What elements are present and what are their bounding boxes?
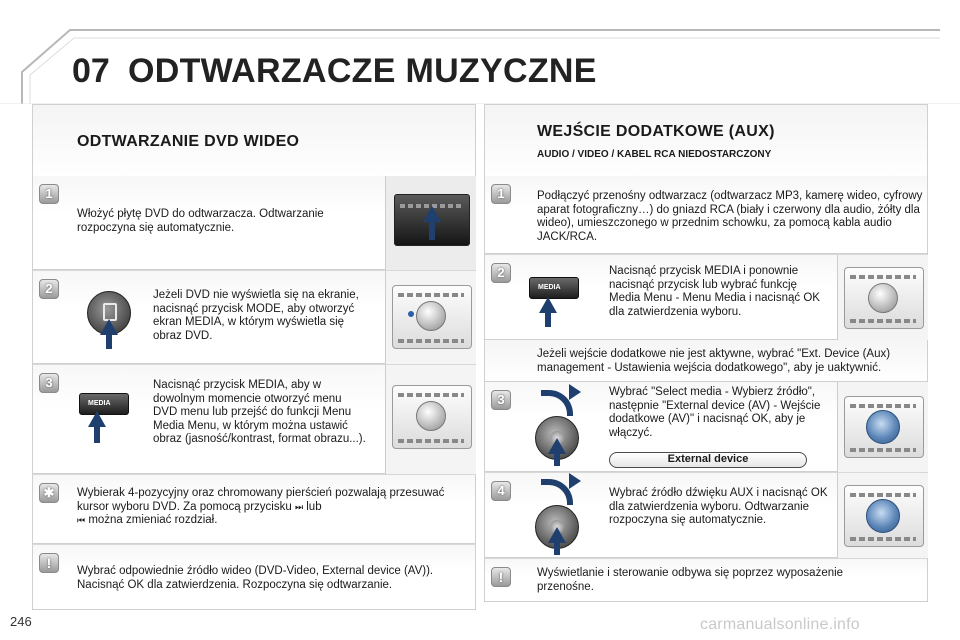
section-header: [32, 104, 476, 176]
warning-text: Wyświetlanie i sterowanie odbywa się poprzez wyposażenie przenośne.: [537, 567, 844, 593]
insert-arrow-stem: [429, 222, 435, 240]
step-text: Jeżeli DVD nie wyświetla się na ekranie, nacisnąć przycisk MODE, aby otworzyć ekran MEDIA, w którym wyświetla się obraz DVD.: [153, 289, 359, 342]
step-text: Włożyć płytę DVD do odtwarzacza. Odtwarzanie rozpoczyna się automatycznie.: [77, 208, 324, 234]
step-text: Wybrać źródło dźwięku AUX i nacisnąć OK dla zatwierdzenia wyboru. Odtwarzanie rozpoczyna się automatycznie.: [609, 487, 828, 526]
note-text: Jeżeli wejście dodatkowe nie jest aktywne, wybrać "Ext. Device (Aux) management - Ustawienia wejścia dodatkowego", aby je uaktywnić.: [537, 348, 891, 374]
radio-buttons: [850, 493, 916, 497]
tip-text-c: można zmieniać rozdział.: [88, 514, 218, 526]
media-button[interactable]: MEDIA: [529, 277, 579, 299]
radio-media-illustration: [385, 365, 476, 475]
page-number: 246: [10, 614, 32, 629]
step-number-badge: 3: [491, 390, 511, 410]
dvd-step-2: [32, 270, 476, 364]
aux-warning: [484, 558, 928, 602]
dvd-tip: [32, 474, 476, 544]
dvd-step-1: [32, 176, 476, 270]
step-text: Podłączyć przenośny odtwarzacz (odtwarzacz MP3, kamerę wideo, cyfrowy aparat fotograficzny…) do gniazd RCA (biały i czerwony dla audio, żółty dla wideo), umieszczonego w przednim schowku, za pomocą kabla audio JACK/RCA.: [537, 190, 923, 243]
section-title: ODTWARZANIE DVD WIDEO: [77, 133, 300, 150]
rotate-arrow-head: [569, 384, 581, 400]
warning-text: Wybrać odpowiednie źródło wideo (DVD-Video, External device (AV)). Nacisnąć OK dla zatwierdzenia. Rozpoczyna się odtwarzanie.: [77, 565, 434, 591]
dvd-insert-illustration: [385, 176, 476, 270]
press-arrow-stem: [554, 541, 560, 555]
radio-knob: [416, 401, 446, 431]
chapter-title: ODTWARZACZE MUZYCZNE: [128, 52, 597, 90]
radio-buttons: [850, 275, 916, 279]
chapter-number: 07: [72, 52, 110, 90]
warning-icon: !: [491, 567, 511, 587]
tip-text-a: Wybierak 4-pozycyjny oraz chromowany pierścień pozwalają przesuwać kursor wyboru DVD. Za pomocą przycisku: [77, 487, 445, 513]
step-number-badge: 3: [39, 373, 59, 393]
rotate-arrow-head: [569, 473, 581, 489]
step-number-badge: 2: [39, 279, 59, 299]
step-text: Wybrać "Select media - Wybierz źródło", następnie "External device (AV) - Wejście dodatkowe (AV)" i nacisnąć OK, aby je włączyć.: [609, 386, 821, 439]
media-button[interactable]: MEDIA: [79, 393, 129, 415]
radio-mode-illustration: [385, 271, 476, 365]
step-number-badge: 1: [39, 184, 59, 204]
press-arrow-stem: [106, 333, 112, 349]
insert-arrow-icon: [423, 206, 441, 222]
step-text: Nacisnąć przycisk MEDIA i ponownie nacisnąć przycisk lub wybrać funkcję Media Menu - Menu Media i nacisnąć OK dla zatwierdzenia wyboru.: [609, 265, 820, 318]
radio-media-illustration: [837, 255, 928, 341]
aux-step-2: [484, 254, 928, 340]
radio-knob-highlighted: [866, 410, 900, 444]
radio-knob: [416, 301, 446, 331]
step-number-badge: 1: [491, 184, 511, 204]
section-title: WEJŚCIE DODATKOWE (AUX): [537, 123, 775, 140]
radio-buttons: [850, 404, 916, 408]
external-device-label: External device: [609, 452, 807, 468]
radio-buttons: [850, 537, 916, 541]
aux-input-section: [484, 104, 928, 602]
tip-text: [77, 487, 457, 528]
dvd-video-section: [32, 104, 476, 610]
radio-buttons: [398, 439, 464, 443]
press-arrow-stem: [94, 425, 100, 443]
press-arrow-stem: [545, 311, 551, 327]
tip-icon: ✱: [39, 483, 59, 503]
radio-buttons: [398, 393, 464, 397]
radio-dial-illustration: [837, 382, 928, 472]
section-header: [484, 104, 928, 176]
radio-buttons: [398, 293, 464, 297]
radio-knob: [868, 283, 898, 313]
aux-step-1: [484, 176, 928, 254]
radio-buttons: [398, 339, 464, 343]
press-arrow-stem: [554, 452, 560, 466]
radio-knob-highlighted: [866, 499, 900, 533]
watermark: carmanualsonline.info: [700, 616, 860, 633]
mode-indicator: [408, 311, 414, 317]
section-subtitle: AUDIO / VIDEO / KABEL RCA NIEDOSTARCZONY: [537, 149, 772, 160]
step-number-badge: 4: [491, 481, 511, 501]
next-chapter-icon: ⏭: [294, 501, 304, 512]
previous-chapter-icon: ⏮: [77, 515, 86, 525]
aux-step-3: [484, 382, 928, 472]
page-header: [0, 0, 960, 104]
radio-buttons: [850, 448, 916, 452]
aux-step-4: [484, 472, 928, 558]
tip-text-b: lub: [306, 500, 322, 513]
step-number-badge: 2: [491, 263, 511, 283]
radio-dial-illustration: [837, 473, 928, 559]
radio-buttons: [850, 319, 916, 323]
aux-activation-note: [484, 340, 928, 382]
dvd-warning: [32, 544, 476, 610]
dvd-step-3: [32, 364, 476, 474]
warning-icon: !: [39, 553, 59, 573]
step-text: Nacisnąć przycisk MEDIA, aby w dowolnym momencie otworzyć menu DVD menu lub przejść do funkcji Menu Media Menu, w którym można ustawić obraz (jasność/kontrast, format obrazu...).: [153, 379, 366, 445]
